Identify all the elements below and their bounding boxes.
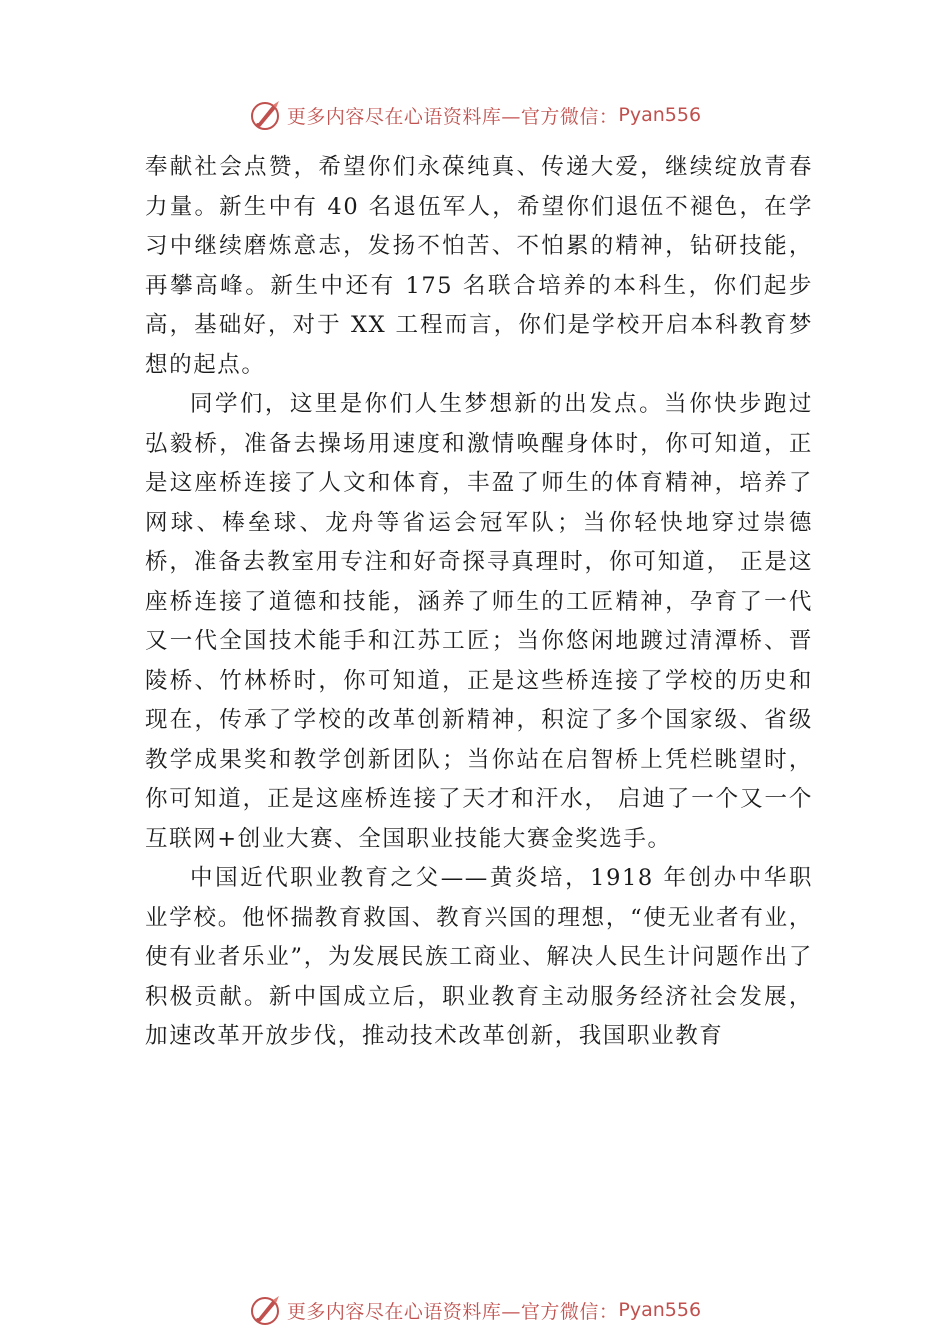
footer-watermark (0, 1290, 950, 1330)
paragraph-3: 中国近代职业教育之父——黄炎培，1918 年创办中华职业学校。他怀揣教育救国、教育兴国的理想，“使无业者有业，使有业者乐业”，为发展民族工商业、解决人民生计问题作出了积极贡献。新中国成立后，职业教育主动服务经济社会发展，加速改革开放步伐，推动技术改革创新，我国职业教育 (145, 865, 813, 1049)
document-body (145, 148, 813, 1057)
quill-pen-logo-icon (249, 1293, 283, 1327)
paragraph-2: 同学们，这里是你们人生梦想新的出发点。当你快步跑过弘毅桥，准备去操场用速度和激情唤醒身体时，你可知道，正是这座桥连接了人文和体育，丰盈了师生的体育精神，培养了网球、棒垒球、龙舟等省运会冠军队；当你轻快地穿过崇德桥，准备去教室用专注和好奇探寻真理时，你可知道， 正是这座桥连接了道德和技能，涵养了师生的工匠精神，孕育了一代又一代全国技术能手和江苏工匠；当你悠闲地踱过清潭桥、晋陵桥、竹林桥时，你可知道，正是这些桥连接了学校的历史和现在，传承了学校的改革创新精神，积淀了多个国家级、省级教学成果奖和教学创新团队；当你站在启智桥上凭栏眺望时，你可知道，正是这座桥连接了天才和汗水， 启迪了一个又一个互联网+创业大赛、全国职业技能大赛金奖选手。 (145, 391, 813, 852)
watermark-text: 更多内容尽在心语资料库—官方微信： (286, 105, 619, 128)
watermark-wechat-id: Pyan556 (618, 104, 702, 126)
paragraph-1: 奉献社会点赞，希望你们永葆纯真、传递大爱，继续绽放青春力量。新生中有 40 名退伍军人，希望你们退伍不褪色，在学习中继续磨炼意志，发扬不怕苦、不怕累的精神，钻研技能，再攀高峰。新生中还有 175 名联合培养的本科生，你们起步高，基础好，对于 XX 工程而言，你们是学校开启本科教育梦想的起点。 (145, 154, 813, 378)
watermark-wechat-id: Pyan556 (618, 1299, 702, 1321)
quill-pen-logo-icon (249, 98, 283, 132)
header-watermark (0, 95, 950, 135)
watermark-text: 更多内容尽在心语资料库—官方微信： (286, 1300, 619, 1323)
